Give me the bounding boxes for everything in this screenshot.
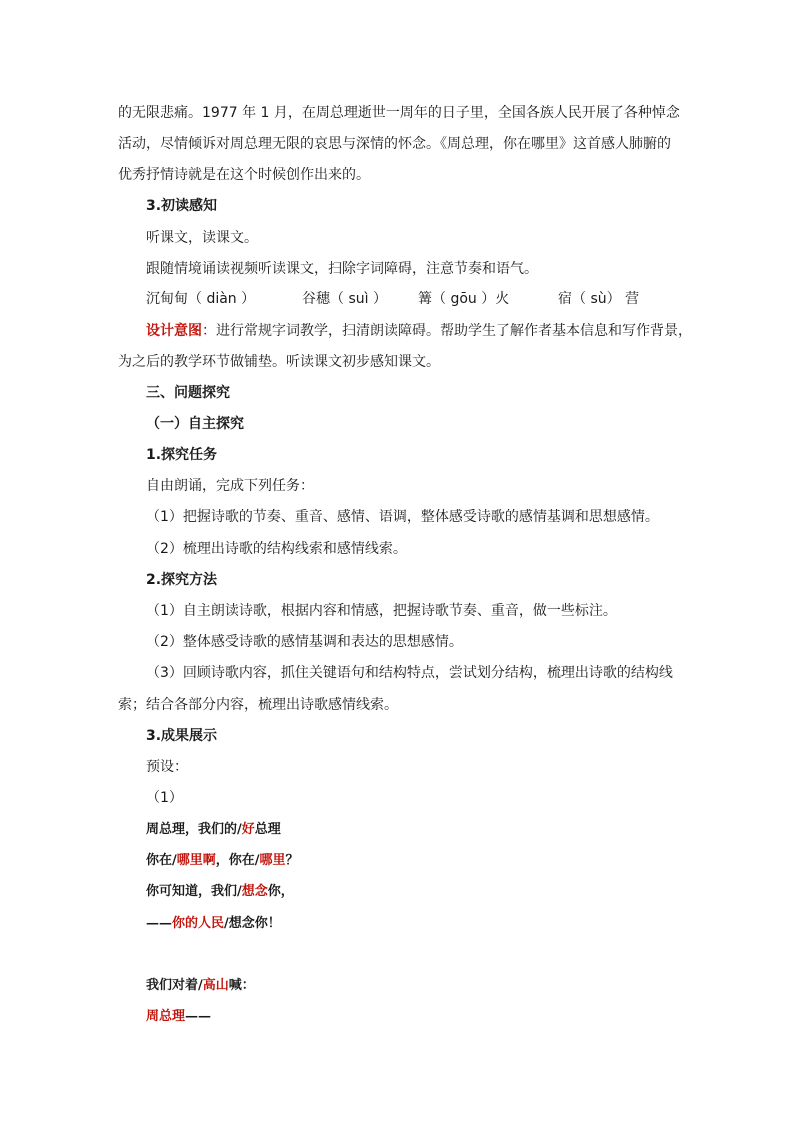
item-number-1: （1） [146,790,183,806]
poem-line-3 [146,882,294,902]
poem-text: /想念你！ [224,916,281,931]
method-item-3: （3）回顾诗歌内容，抓住关键语句和结构特点，尝试划分结构，梳理出诗歌的结构线 [146,665,673,681]
poem-text: 你可知道，我们/ [146,884,242,899]
design-intent-text: ：进行常规字词教学，扫清朗读障碍。帮助学生了解作者基本信息和写作背景， [202,323,692,339]
poem-stress: 周总理 [146,1009,186,1024]
pinyin-item-su: 宿（ sù） 营 [558,291,640,307]
task-item-2: （2）梳理出诗歌的结构线索和感情线索。 [146,541,407,557]
heading-inquiry-methods: 2.探究方法 [146,572,218,588]
poem-text: —— [146,916,172,931]
paragraph-follow-video: 跟随情境诵读视频听读课文，扫除字词障碍，注意节奏和语气。 [146,261,538,277]
poem-stress: 哪里 [259,853,286,868]
poem-stress: 想念 [241,884,268,899]
paragraph-listen: 听课文，读课文。 [146,230,258,246]
method-item-2: （2）整体感受诗歌的感情基调和表达的思想感情。 [146,634,463,650]
poem-stress: 好 [241,822,255,837]
poem-text: 你， [267,884,294,899]
poem-line-6 [146,1007,211,1027]
tasks-intro: 自由朗诵，完成下列任务： [146,478,314,494]
intro-line-3: 优秀抒情诗就是在这个时候创作出来的。 [118,167,370,183]
intro-line-1: 的无限悲痛。1977 年 1 月，在周总理逝世一周年的日子里，全国各族人民开展了各种悼念 [118,105,680,121]
design-intent-label: 设计意图 [146,323,202,339]
poem-stress: 高山 [202,978,229,993]
poem-stress: 你的人民 [172,916,225,931]
poem-text: 我们对着/ [146,978,203,993]
design-intent-line-2: 为之后的教学环节做铺垫。听读课文初步感知课文。 [118,354,440,370]
heading-results-display: 3.成果展示 [146,728,218,744]
pinyin-item-sui: 谷穗（ suì ） [302,291,387,307]
poem-text: 周总理，我们的/ [146,822,242,837]
poem-text: —— [185,1009,212,1024]
pinyin-item-dian: 沉甸甸（ diàn ） [146,291,256,307]
poem-text: ？ [285,853,299,868]
intro-line-2: 活动，尽情倾诉对周总理无限的哀思与深情的怀念。《周总理，你在哪里》这首感人肺腑的 [118,136,671,152]
method-item-3-continued: 索；结合各部分内容，梳理出诗歌感情线索。 [118,697,398,713]
section-heading-first-reading: 3.初读感知 [146,198,218,214]
subheading-self-inquiry: （一）自主探究 [146,416,244,432]
poem-stress: 哪里啊 [176,853,216,868]
poem-line-1 [146,820,281,840]
heading-inquiry-tasks: 1.探究任务 [146,447,218,463]
poem-line-5 [146,976,255,996]
poem-text: 总理 [254,822,281,837]
poem-text: ，你在/ [215,853,260,868]
method-item-1: （1）自主朗读诗歌，根据内容和情感，把握诗歌节奏、重音，做一些标注。 [146,603,617,619]
design-intent-line [146,321,692,341]
task-item-1: （1）把握诗歌的节奏、重音、感情、语调，整体感受诗歌的感情基调和思想感情。 [146,509,659,525]
part-heading-problem-inquiry: 三、问题探究 [146,385,230,401]
poem-line-2 [146,851,299,871]
poem-text: 你在/ [146,853,177,868]
pinyin-item-gou: 篝（ gōu ）火 [418,291,510,307]
preset-label: 预设： [146,759,188,775]
poem-line-4 [146,914,281,934]
poem-text: 喊： [228,978,255,993]
